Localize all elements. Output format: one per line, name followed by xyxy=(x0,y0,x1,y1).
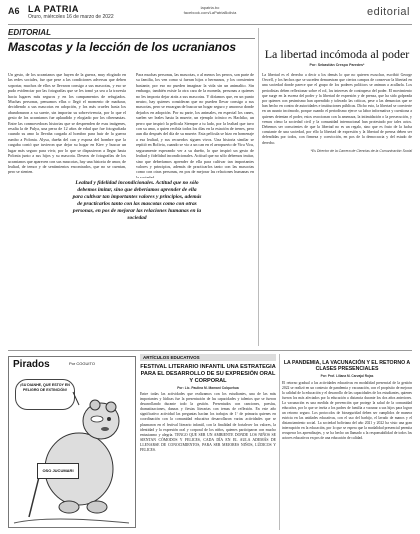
article3-body: El retorno gradual a las actividades educativas en modalidad presencial de la gestión 2022 se realizó en un contexto de pandemia y vacunación, con el propósito de mejorar la calidad de la educación y el desarrollo de las capacidades de los estudiantes, quienes fueron los más afectados por la educación a distancia durante los dos años anteriores. La vacunación es una medida de prevención que protege la salud de la comunidad educativa, por lo que se invita a los padres de familia a vacunar a sus hijos para lograr un retorno seguro. Los protocolos de bioseguridad deben ser cumplidos de manera estricta en las unidades educativas, con el uso del barbijo, el lavado de manos y el distanciamiento social. La sociedad boliviana del año 2021 y 2022 ha visto una gran interrupción en la educación, por lo que se espera que la modalidad presencial permita recuperar los aprendizajes, y se ha hecho un llamado a la responsabilidad de todos los actores educativos en pos de una educación de calidad. xyxy=(282,380,412,440)
website-info: lapatria.bo facebook.com/LaPatriaBolivia xyxy=(183,5,237,15)
opinion-author: Por: Sebastián Crespo Paredes* xyxy=(309,63,365,67)
editorial-col1-text: Un gesto, de los ucranianos que huyen de la guerra, muy elogiado en las redes sociales, fue que pese a las condiciones adversas que deben soportar, muchos de ellos se llevaron consigo a sus mascotas, y eso se pudo evidenciar por las fotografías que se les tomó ya sea a la travesía hacia lugares más seguros y en los campamentos de refugiados. Muchas personas, pensamos ellas o llegó el momento de madurar, decidiendo a sus mascotas en adopción, y los más crueles hasta los abandonaron a su suerte, sin importar su sobrevivencia, por lo que el gesto de los ucranianos fue aplaudido y elogiado por los cibernautas. Entre las conmovedoras historias que se desprenden de esas imágenes, resalta la de Pulya, una perra de 12 años de edad que fue fotografiada cuando su amo la llevaba cargada al hombro para huir de la guerra rumbo a Polonia. Alysa, dueña del can y esposa del hombre que la cargaba contó que tuvieron que dejar su hogar en Kiev y buscar un lugar más seguro para vivir, por lo que se dispusieron a llegar hasta Polonia junto a sus hijos y su mascota. Deseos de fotografías de los ucranianos que aparecen con sus mascotas, hay una historia de amor, de lealtad, de temor y de sentimientos encontrados, que no se cuentan, pero se sienten. xyxy=(8,72,126,175)
newspaper-name: LA PATRIA xyxy=(28,4,79,14)
editorial-tag: EDITORIAL xyxy=(8,28,255,39)
opinion-title: La libertad incómoda al poder xyxy=(264,47,410,61)
cartoon-title: Pirados xyxy=(13,359,50,370)
cartoon-byline: Por COGUITO xyxy=(69,361,95,366)
editorial-article xyxy=(8,28,255,346)
editorial-pullquote: Lealtad y fidelidad incondicionales. Actitud que no sólo debemos imitar, sino que deberíamos aprender de ella para cultivar tan importantes valores y principios, además de practicarlos tanto con las mascotas como con otras personas, en pos de mejorar las relaciones humanas en la sociedad xyxy=(68,178,206,224)
article2-body: Entre todas las actividades que realizamos con los estudiantes, una de las más importantes y lúdicas fue la presentación de las capacidades y talentos que se fueron desarrollando durante todo la gestión. Presentados con canciones, poesías, dramatizaciones, danzas y fiestas literarias con temas de reflexión. En este año significativo actividad las preguntas hacían los trabajos de 1º de primaria quienes en coordinación con la comunidad educativa desarrollaron varias actividades que se plasmaron en el festival literario infantil, con la finalidad de fortalecer los valores, la identidad y la expresión oral y corporal de los niños, quienes participaron con mucho entusiasmo y alegría. TENGO QUE SER UN AMBIENTE DONDE LOS NIÑOS SE SIENTAN CÓMODOS Y FELICES, CADA DÍA EN EL AULA ADEMÁS DE LLENARSE DE CONOCIMIENTOS, PARA SER MEJORES NIÑOS, LÚDICOS Y FELICES. xyxy=(140,392,276,453)
section-divider xyxy=(8,350,412,351)
editorial-col2-text: Para muchas personas, las mascotas, o al menos los perros, son parte de su familia, los ven como si fueran hijos o hermanos, y los consienten bastante, por eso no pueden imaginar la vida sin un animalito. Sin embargo, también existe la otra cara de la moneda, personas a quienes no les importa dejar atrás a sus mascotas. Y diríamos que, en un punto neutro, hay quienes consideran que no pueden llevar consigo a sus mascotas, pero se encargan de buscar un hogar seguro y amoroso donde dejarlos en adopción. Por su parte, los animales, en especial los canes, suelen ser leales hasta la muerte, un ejemplo icónico es Hachiko, un perro que inspiró la película Siempre a tu lado, por la lealtad que tuvo con su amo, a quien recibía todos los días en la estación de trenes, pero aun día después del día de su muerte. Esta película se hizo en homenaje a esa lealtad, y sus recuerdos siguen vivos. Una historia similar se repitió en Bolivia, cuando se vio a un can en el aeropuerto de Viru Viru, seguramente esperando ver a su dueño, lo que inspiró un gesto de lealtad y fidelidad incondicionales. Actitud que no sólo debemos imitar, sino que deberíamos aprender de ella para cultivar tan importantes valores y principios, además de practicarlos tanto con las mascotas como con otras personas, en pos de mejorar las relaciones humanas en xyxy=(136,72,254,175)
publication-date: Oruro, miércoles 16 de marzo de 2022 xyxy=(28,14,114,20)
opinion-body: La libertad es el derecho a decir a los demás lo que no quieren escuchar, escribió George Orwell, y los hechos que se suceden demuestran que ciertos campos de conservar la libertad en una sociedad donde parece que el grupo de los poderes políticos se animan a acallarla. Los periodistas deben reflexionar sobre el rol, los intereses de contrapeso del poder. El movimiento que surge en la escena del poder y la libertad de expresión y de prensa, que ha sido golpeada por quienes con pesimismo han aprendido y tolerado las críticas, pese a las denuncias que se han hecho en contra de autoridades e instituciones públicas. Dicho esto, la libertad se convierte en un asunto incómodo, porque cuando el periodismo ejerce su labor informativa y cuestiona a quienes detentan el poder, estos reaccionan con la amenaza, la intimidación o la persecución, y vemos cómo la sociedad civil y la comunidad internacional han protestado por tales actos. Debemos ser conscientes de que la libertad no es un regalo, sino que es fruto de la lucha constante de una sociedad, por ello la libertad de expresión y la libertad de prensa deben ser defendidas por todos, con firmeza y convicción, en pos de la democracia y del estado de derecho. xyxy=(262,73,412,145)
editorial-column-2 xyxy=(136,72,254,180)
editorial-column-1 xyxy=(8,72,126,175)
speech-bubble: ¡SU DIANHE, QUE ESTOY EN PELIGRO DE EXTINCIÓN! xyxy=(15,379,75,410)
header-divider xyxy=(8,24,412,25)
article2-title: FESTIVAL LITERARIO INFANTIL UNA ESTRATEGIA PARA EL DESARROLLO DE SU EXPRESIÓN ORAL Y CORPORAL xyxy=(140,364,276,384)
editorial-title: Mascotas y la lección de los ucranianos xyxy=(8,40,237,54)
opinion-article xyxy=(262,28,412,348)
bear-illustration xyxy=(9,357,135,527)
education-article xyxy=(140,354,276,530)
opinion-footer: *Es Director de la Carrera de Ciencias de la Comunicación Social xyxy=(310,148,412,153)
article3-author: Por: Prof. Liliana M. Carvajal Rojas xyxy=(320,373,374,378)
cartoon-sign: OSO JUCUMARI xyxy=(37,463,79,479)
section-name: editorial xyxy=(366,6,410,18)
article3-title: LA PANDEMIA, LA VACUNACIÓN Y EL RETORNO A CLASES PRESENCIALES xyxy=(283,360,411,373)
page-header xyxy=(0,0,420,22)
page-number: A6 xyxy=(8,6,20,16)
column-divider xyxy=(258,28,259,346)
column-divider-bottom xyxy=(279,354,280,530)
article2-author: Por: Lic. Paulina M. Mamani Colquehua xyxy=(177,386,239,390)
cartoon-panel xyxy=(8,356,136,528)
article-section-label: ARTÍCULOS EDUCATIVOS xyxy=(140,354,276,361)
pandemic-article xyxy=(282,354,412,530)
